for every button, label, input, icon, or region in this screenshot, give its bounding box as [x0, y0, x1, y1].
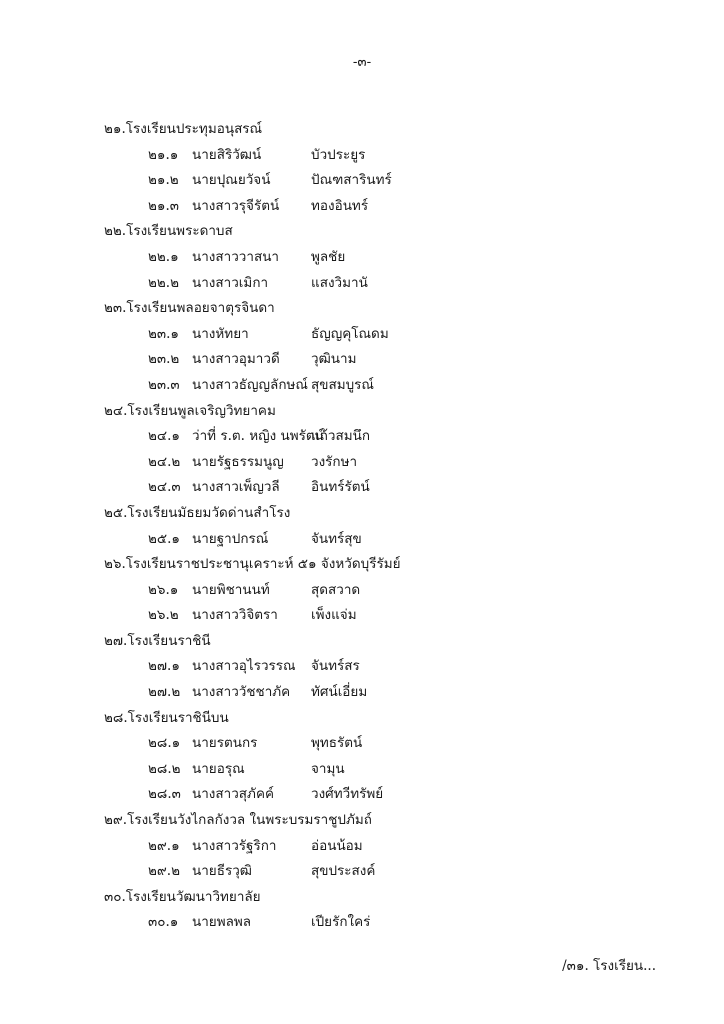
- person-row: [104, 527, 664, 553]
- person-last-name: บัวประยูร: [311, 146, 366, 163]
- person-row: [104, 782, 664, 808]
- person-row: [104, 859, 664, 885]
- person-first-name: นางสาวรัฐริกา: [192, 837, 277, 854]
- person-row: [104, 475, 664, 501]
- person-last-name: จันทร์สุข: [311, 530, 362, 547]
- person-first-name: นายพิชานนท์: [192, 581, 270, 598]
- person-number: ๒๘.๓: [148, 786, 181, 803]
- school-heading: ๒๘.โรงเรียนราชินีบน: [104, 709, 229, 726]
- person-first-name: นางหัทยา: [192, 325, 249, 342]
- person-row: [104, 578, 664, 604]
- person-number: ๒๒.๑: [148, 248, 179, 265]
- person-row: [104, 654, 664, 680]
- person-last-name: แสงวิมานั: [311, 274, 368, 291]
- school-heading: ๒๖.โรงเรียนราชประชานุเคราะห์ ๕๑ จังหวัดบุรีรัมย์: [104, 556, 401, 573]
- person-last-name: ทัศน์เอี่ยม: [311, 684, 368, 701]
- school-heading: ๒๒.โรงเรียนพระดาบส: [104, 223, 233, 240]
- person-first-name: นางสาววัชชาภัค: [192, 684, 291, 701]
- person-row: [104, 322, 664, 348]
- person-last-name: ทองอินทร์: [311, 197, 369, 214]
- person-last-name: วงศ์ทวีทรัพย์: [311, 786, 384, 803]
- person-row: [104, 245, 664, 271]
- person-number: ๒๔.๓: [148, 479, 181, 496]
- person-last-name: พูลชัย: [311, 248, 346, 265]
- footer-continuation: /๓๑. โรงเรียน...: [562, 958, 656, 974]
- person-first-name: นายธีรวุฒิ: [192, 863, 252, 880]
- person-number: ๒๓.๓: [148, 376, 180, 393]
- person-number: ๒๙.๑: [148, 837, 180, 854]
- person-last-name: ปัณฑสารินทร์: [311, 172, 392, 189]
- person-number: ๒๒.๒: [148, 274, 179, 291]
- person-last-name: แก้วสมนึก: [311, 428, 370, 445]
- person-first-name: นางสาวธัญญลักษณ์: [192, 376, 308, 393]
- page-number: -๓-: [352, 54, 372, 70]
- person-first-name: นายพลพล: [192, 914, 252, 931]
- person-number: ๒๙.๒: [148, 863, 180, 880]
- person-first-name: นางสาววาสนา: [192, 248, 280, 265]
- school-heading: ๒๑.โรงเรียนประทุมอนุสรณ์: [104, 121, 263, 137]
- person-last-name: อินทร์รัตน์: [311, 479, 370, 496]
- person-row: [104, 680, 664, 706]
- person-number: ๒๔.๒: [148, 453, 181, 470]
- person-first-name: นายปุณยวัจน์: [192, 172, 271, 189]
- person-row: [104, 757, 664, 783]
- person-number: ๒๑.๑: [148, 146, 179, 163]
- person-last-name: เพ็งแจ่ม: [311, 607, 357, 624]
- person-last-name: เปียรักใคร่: [311, 914, 371, 931]
- person-last-name: สุขประสงค์: [311, 863, 376, 880]
- school-heading: ๒๙.โรงเรียนวังไกลกังวล ในพระบรมราชูปภัมถ์: [104, 812, 372, 829]
- person-row: [104, 347, 664, 373]
- person-number: ๒๑.๒: [148, 172, 179, 189]
- person-last-name: วงรักษา: [311, 453, 358, 470]
- person-first-name: นางสาวเพ็ญวลี: [192, 479, 280, 496]
- person-last-name: จันทร์สร: [311, 658, 360, 675]
- person-last-name: พุทธรัตน์: [311, 735, 363, 752]
- school-heading: ๒๓.โรงเรียนพลอยจาตุรจินดา: [104, 300, 275, 317]
- person-number: ๒๘.๑: [148, 735, 181, 752]
- person-first-name: นางสาวอุไรวรรณ: [192, 658, 296, 675]
- person-number: ๒๗.๑: [148, 658, 180, 675]
- person-row: [104, 168, 664, 194]
- person-first-name: นายรตนกร: [192, 735, 258, 752]
- school-heading: ๒๗.โรงเรียนราชินี: [104, 632, 211, 649]
- person-number: ๒๑.๓: [148, 197, 179, 214]
- person-first-name: นางสาวเมิกา: [192, 274, 269, 291]
- person-number: ๒๗.๒: [148, 684, 181, 701]
- person-first-name: นายรัฐธรรมนูญ: [192, 453, 284, 470]
- person-first-name: นายอรุณ: [192, 760, 245, 777]
- person-row: [104, 834, 664, 860]
- school-list: [104, 117, 664, 936]
- person-row: [104, 603, 664, 629]
- person-first-name: นางสาววิจิตรา: [192, 607, 278, 624]
- person-last-name: สุขสมบูรณ์: [311, 376, 374, 393]
- person-first-name: ว่าที่ ร.ต. หญิง นพรัตน์: [192, 428, 324, 445]
- person-last-name: ธัญญคุโณดม: [311, 325, 389, 342]
- school-heading: ๒๕.โรงเรียนมัธยมวัดด่านสำโรง: [104, 504, 291, 521]
- person-number: ๒๔.๑: [148, 428, 180, 445]
- person-last-name: อ่อนน้อม: [311, 837, 363, 854]
- school-heading: ๒๔.โรงเรียนพูลเจริญวิทยาคม: [104, 402, 276, 419]
- person-last-name: สุดสวาด: [311, 581, 361, 598]
- person-first-name: นางสาวอุมาวดี: [192, 351, 280, 368]
- person-number: ๒๖.๒: [148, 607, 179, 624]
- person-number: ๒๘.๒: [148, 760, 181, 777]
- person-row: [104, 910, 664, 936]
- person-first-name: นายสิริวัฒน์: [192, 146, 262, 163]
- person-number: ๒๓.๒: [148, 351, 180, 368]
- person-first-name: นางสาวรุจีรัตน์: [192, 197, 280, 214]
- person-row: [104, 373, 664, 399]
- person-row: [104, 271, 664, 297]
- person-number: ๒๓.๑: [148, 325, 179, 342]
- person-first-name: นางสาวสุภัคค์: [192, 786, 275, 803]
- person-first-name: นายฐาปกรณ์: [192, 530, 269, 547]
- person-row: [104, 143, 664, 169]
- person-number: ๒๖.๑: [148, 581, 179, 598]
- person-row: [104, 424, 664, 450]
- school-heading: ๓๐.โรงเรียนวัฒนาวิทยาลัย: [104, 888, 261, 905]
- person-row: [104, 731, 664, 757]
- person-number: ๒๕.๑: [148, 530, 180, 547]
- person-last-name: จามุน: [311, 760, 345, 777]
- person-row: [104, 450, 664, 476]
- person-last-name: วุฒินาม: [311, 351, 357, 368]
- person-number: ๓๐.๑: [148, 914, 179, 931]
- person-row: [104, 194, 664, 220]
